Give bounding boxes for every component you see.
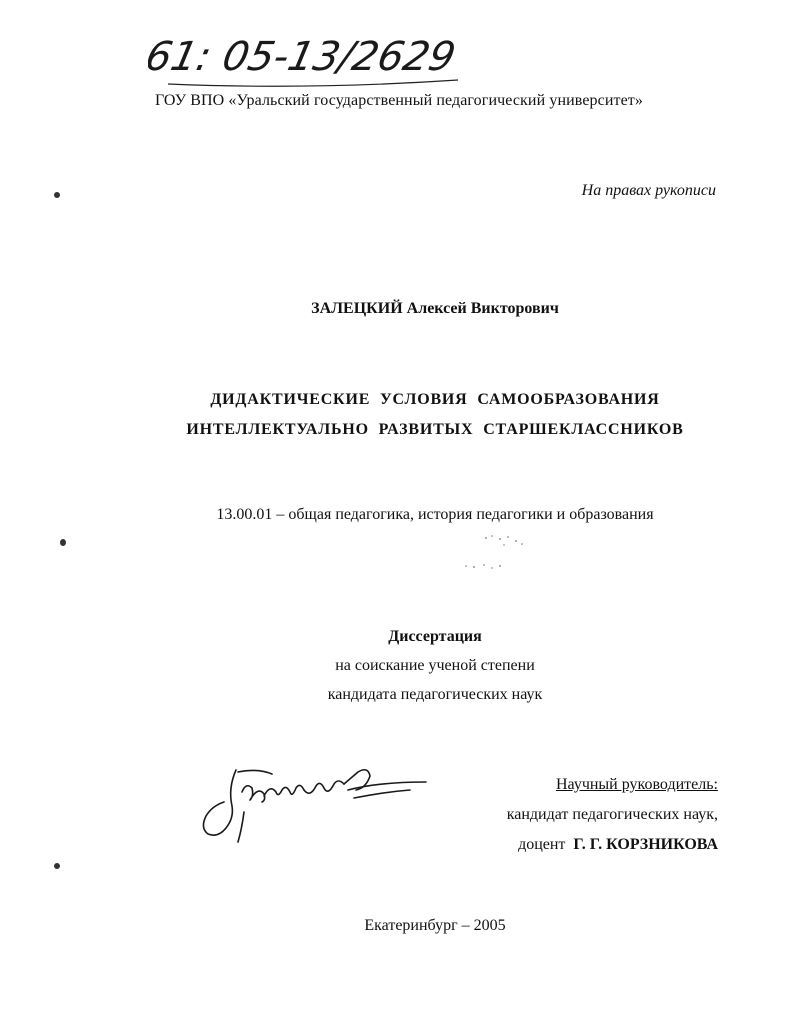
supervisor-position-line: [507, 830, 718, 860]
manuscript-note: На правах рукописи: [581, 182, 716, 199]
supervisor-degree: кандидат педагогических наук,: [506, 806, 718, 823]
specialty-code: 13.00.01 – общая педагогика, история педагогики и образования: [216, 506, 654, 523]
signature-drawing: [198, 758, 430, 846]
scan-speck: [54, 192, 60, 198]
archive-number: [148, 20, 468, 92]
scan-noise: [456, 530, 536, 580]
supervisor-block: [507, 770, 718, 860]
scan-speck: [60, 539, 66, 546]
degree-type: Диссертация: [388, 628, 482, 645]
title-line-1: ДИДАКТИЧЕСКИЕ УСЛОВИЯ САМООБРАЗОВАНИЯ: [210, 391, 660, 408]
dissertation-title: [0, 385, 798, 445]
degree-line-3: кандидата педагогических наук: [327, 686, 543, 703]
city-year: Екатеринбург – 2005: [364, 917, 506, 934]
institution-name: ГОУ ВПО «Уральский государственный педагогический университет»: [154, 92, 643, 109]
supervisor-label: Научный руководитель:: [555, 776, 718, 793]
author-name: ЗАЛЕЦКИЙ Алексей Викторович: [311, 300, 559, 317]
degree-line-2: на соискание ученой степени: [335, 657, 535, 674]
supervisor-position: доцент: [518, 836, 566, 853]
degree-block: [0, 622, 798, 709]
title-line-2: ИНТЕЛЛЕКТУАЛЬНО РАЗВИТЫХ СТАРШЕКЛАССНИКОВ: [186, 421, 684, 438]
supervisor-name: Г. Г. КОРЗНИКОВА: [573, 836, 718, 853]
archive-number-text: 61: 05-13/2629: [148, 32, 460, 80]
scan-speck: [54, 863, 60, 869]
scan-noise-drawing: [456, 530, 536, 580]
archive-number-drawing: [148, 20, 468, 92]
signature: [198, 758, 430, 846]
